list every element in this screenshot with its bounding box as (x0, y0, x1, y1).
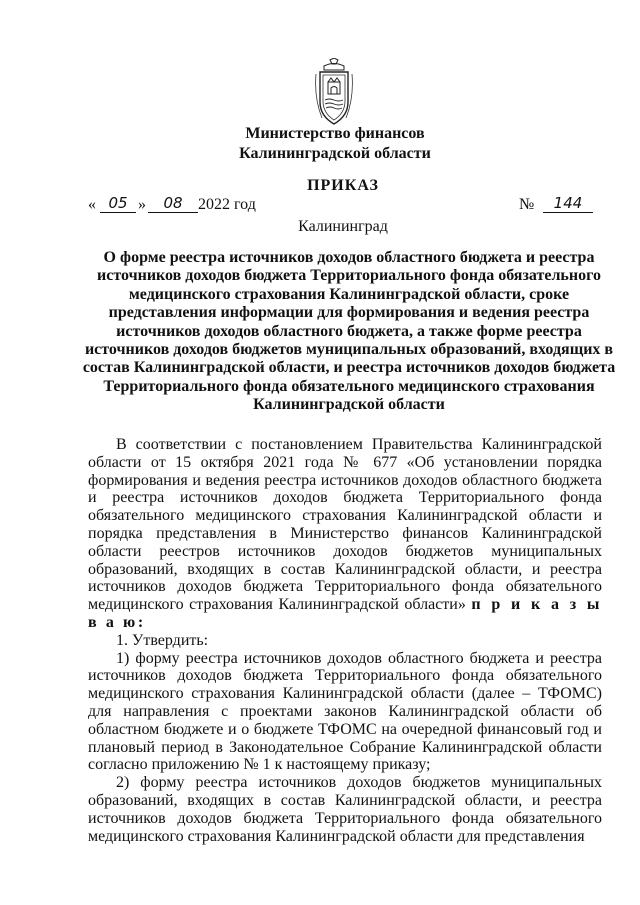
date-open-quote: « (88, 196, 96, 213)
prikazyvayu: п р и к а з ы в а ю: (88, 596, 602, 631)
date-year: 2022 год (198, 196, 256, 213)
coat-of-arms-icon (314, 58, 354, 126)
city: Калининград (298, 218, 388, 235)
order-number (519, 196, 609, 218)
preamble-text: В соответствии с постановлением Правительства Калининградской области от 15 октября 2021 года № 677 «Об установлении порядка формирования и ведения реестра источников доходов областного бюджета и реестра источников доходов бюджета Территориального фонда обязательного медицинского страхования Калининградской области и порядка представления в Министерство финансов Калининградской области реестров источников доходов бюджетов муниципальных образований, входящих в состав Калининградской области, и реестра источников доходов бюджета Территориального фонда обязательного медицинского страхования Калининградской области» (88, 436, 602, 614)
date-close-quote: » (138, 196, 146, 213)
ministry-name (0, 124, 640, 164)
number-value: 144 (543, 194, 593, 213)
preamble-paragraph (88, 436, 602, 632)
order-title: ПРИКАЗ (307, 177, 379, 194)
order-date (88, 196, 548, 218)
date-day: 05 (100, 194, 136, 213)
item-1-2: 2) форму реестра источников доходов бюджетов муниципальных образований, входящих в состав Калининградской области, и реестра источников доходов бюджета Территориального фонда обязательного медицинского страхования Калининградской области для представления (88, 774, 602, 845)
ministry-line-2: Калининградской области (239, 145, 431, 162)
ministry-line-1: Министерство финансов (245, 125, 425, 142)
item-1: 1. Утвердить: (116, 631, 209, 649)
date-month: 08 (148, 194, 198, 213)
number-label: № (519, 196, 535, 213)
order-body (88, 436, 602, 845)
item-1-1: 1) форму реестра источников доходов областного бюджета и реестра источников доходов бюджета Территориального фонда обязательного медицинского страхования Калининградской области (далее – ТФОМС) для направления с проектами законов Калининградской области об областном бюджете и о бюджете ТФОМС на очередной финансовый год и плановый период в Законодательное Собрание Калининградской области согласно приложению № 1 к настоящему приказу; (88, 649, 602, 774)
order-subject: О форме реестра источников доходов областного бюджета и реестра источников доходов бюджета Территориального фонда обязательного медицинского страхования Калининградской области, сроке представления информации для формирования и ведения реестра источников доходов областного бюджета, а также форме реестра источников доходов бюджетов муниципальных образований, входящих в состав Калининградской области, и реестра источников доходов бюджета Территориального фонда обязательного медицинского страхования Калининградской области (82, 249, 616, 414)
